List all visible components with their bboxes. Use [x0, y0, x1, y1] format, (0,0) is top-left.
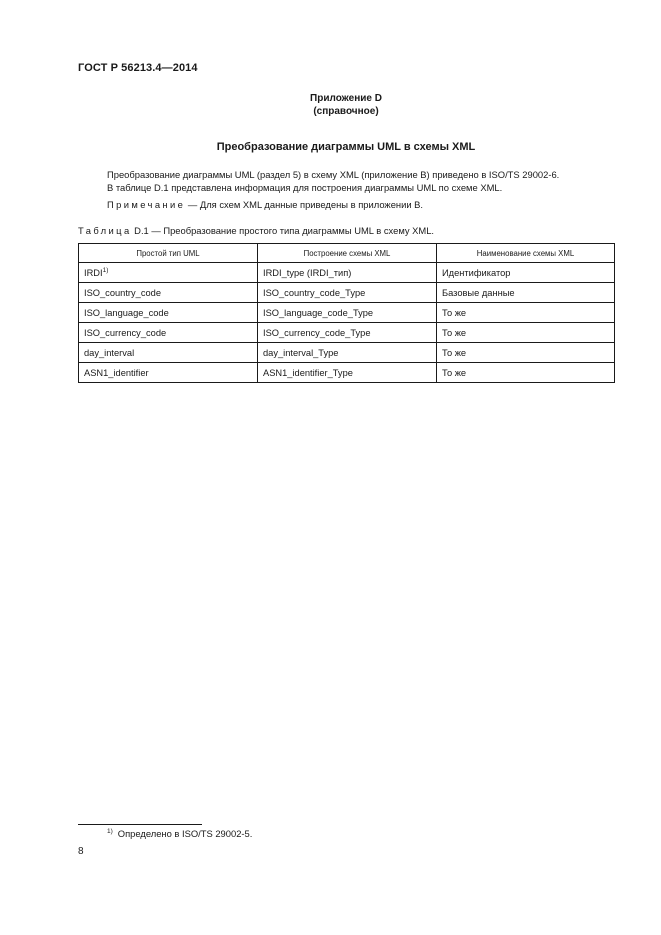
cell-xml-schema: IRDI_type (IRDI_тип) — [258, 263, 437, 283]
cell-schema-name: То же — [437, 343, 615, 363]
table-caption-label: Таблица — [78, 225, 132, 236]
annex-title: Приложение D — [310, 93, 382, 104]
cell-uml-text: IRDI — [84, 268, 103, 278]
cell-uml-type: ASN1_identifier — [79, 363, 258, 383]
column-header-name: Наименование схемы XML — [437, 244, 615, 263]
footnote-marker: 1) — [107, 828, 113, 835]
cell-uml-type: ISO_language_code — [79, 303, 258, 323]
table-caption-text: D.1 — Преобразование простого типа диаграммы UML в схему XML. — [131, 225, 435, 236]
column-header-xml: Построение схемы XML — [258, 244, 437, 263]
table-row — [79, 263, 615, 283]
table-row — [79, 303, 615, 323]
cell-uml-type: day_interval — [79, 343, 258, 363]
cell-xml-schema: day_interval_Type — [258, 343, 437, 363]
cell-xml-schema: ASN1_identifier_Type — [258, 363, 437, 383]
footnote-ref[interactable]: 1) — [102, 267, 109, 274]
conversion-table — [78, 243, 615, 383]
note-text: — Для схем XML данные приведены в приложении B. — [185, 199, 424, 210]
standard-code: ГОСТ Р 56213.4—2014 — [78, 62, 198, 74]
cell-schema-name: То же — [437, 303, 615, 323]
cell-schema-name: То же — [437, 323, 615, 343]
footnote-divider — [78, 824, 202, 825]
table-row — [79, 343, 615, 363]
cell-schema-name: Идентификатор — [437, 263, 615, 283]
table-row — [79, 283, 615, 303]
table-caption — [78, 224, 618, 237]
cell-xml-schema: ISO_language_code_Type — [258, 303, 437, 323]
cell-xml-schema: ISO_currency_code_Type — [258, 323, 437, 343]
note — [107, 198, 617, 211]
note-label: Примечание — [107, 199, 186, 210]
table-header-row — [79, 244, 615, 263]
body-paragraph — [107, 168, 617, 194]
annex-status: (справочное) — [313, 106, 379, 117]
annex-header — [78, 92, 614, 118]
paragraph-line: В таблице D.1 представлена информация для построения диаграммы UML по схеме XML. — [107, 182, 503, 193]
page-number: 8 — [78, 846, 84, 857]
cell-uml-type: ISO_currency_code — [79, 323, 258, 343]
cell-uml-type — [79, 263, 258, 283]
cell-xml-schema: ISO_country_code_Type — [258, 283, 437, 303]
table-row — [79, 363, 615, 383]
annex-heading: Преобразование диаграммы UML в схемы XML — [216, 141, 476, 153]
cell-schema-name: Базовые данные — [437, 283, 615, 303]
footnote — [107, 828, 252, 839]
column-header-uml: Простой тип UML — [79, 244, 258, 263]
paragraph-line: Преобразование диаграммы UML (раздел 5) в схему XML (приложение B) приведено в ISO/TS 29002-6. — [107, 169, 560, 180]
cell-schema-name: То же — [437, 363, 615, 383]
footnote-text: Определено в ISO/TS 29002-5. — [117, 828, 253, 839]
table-row — [79, 323, 615, 343]
cell-uml-type: ISO_country_code — [79, 283, 258, 303]
